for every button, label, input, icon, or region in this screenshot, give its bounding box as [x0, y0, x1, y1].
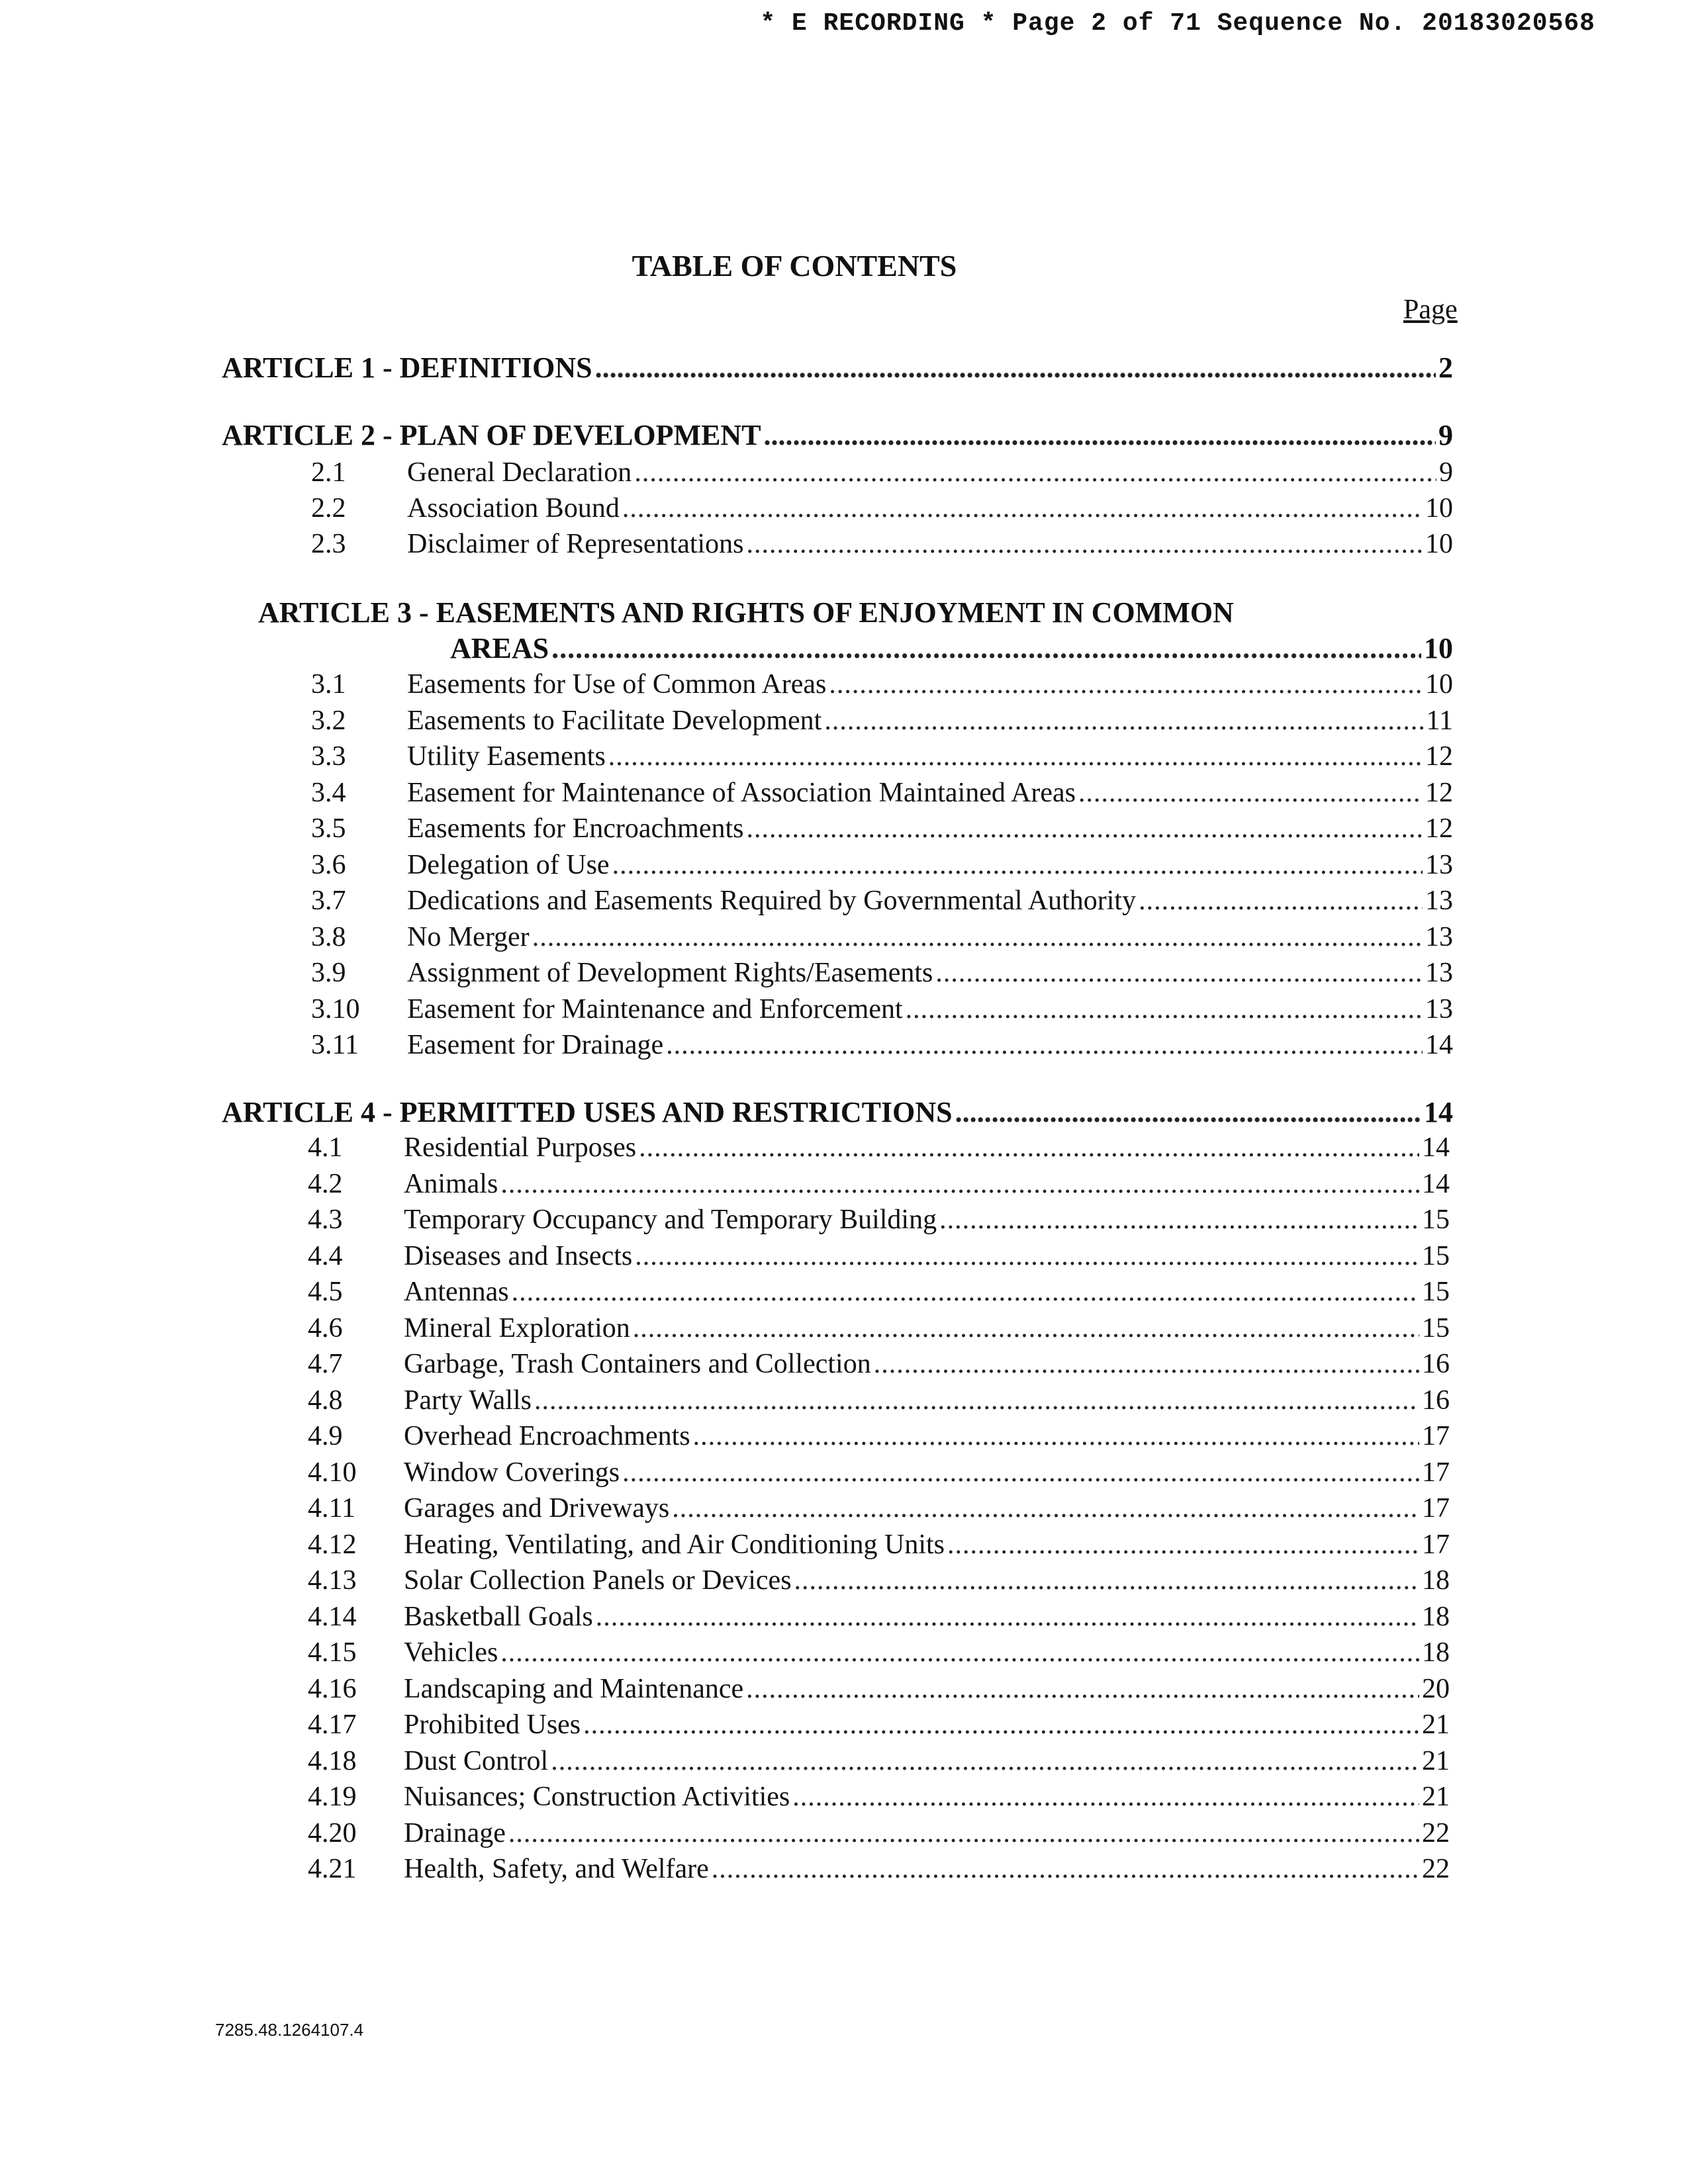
section-title: No Merger — [407, 921, 530, 952]
section-title: Association Bound — [407, 493, 620, 523]
toc-section[interactable] — [308, 1781, 1450, 1817]
section-number: 4.2 — [308, 1168, 343, 1199]
section-title: Easement for Drainage — [407, 1030, 664, 1060]
section-number: 2.3 — [311, 529, 346, 559]
toc-section[interactable] — [308, 1348, 1450, 1384]
dot-leader — [764, 418, 1436, 452]
section-page: 15 — [1422, 1277, 1450, 1307]
section-title: Basketball Goals — [404, 1601, 593, 1632]
section-number: 4.13 — [308, 1565, 357, 1596]
dot-leader — [500, 1168, 1419, 1200]
section-number: 2.1 — [311, 457, 346, 488]
article-page: 9 — [1438, 419, 1453, 451]
section-page: 14 — [1422, 1132, 1450, 1163]
section-number: 3.2 — [311, 705, 346, 736]
section-title: Prohibited Uses — [404, 1709, 581, 1740]
section-page: 13 — [1425, 849, 1453, 880]
section-page: 16 — [1422, 1385, 1450, 1416]
dot-leader — [635, 1240, 1419, 1272]
dot-leader — [612, 849, 1423, 881]
section-page: 18 — [1422, 1565, 1450, 1596]
section-number: 3.5 — [311, 813, 346, 844]
dot-leader — [1078, 777, 1423, 809]
toc-section[interactable] — [308, 1492, 1450, 1528]
toc-section[interactable] — [308, 1601, 1450, 1637]
section-title: Drainage — [404, 1817, 506, 1848]
section-number: 4.18 — [308, 1745, 357, 1776]
section-title: Overhead Encroachments — [404, 1421, 690, 1451]
toc-section[interactable] — [311, 885, 1453, 921]
toc-section[interactable] — [311, 492, 1453, 528]
dot-leader — [874, 1348, 1419, 1380]
toc-section[interactable] — [311, 849, 1453, 885]
section-title: Solar Collection Panels or Devices — [404, 1565, 792, 1596]
section-title: Animals — [404, 1168, 498, 1199]
section-number: 3.7 — [311, 886, 346, 916]
section-page: 12 — [1425, 813, 1453, 844]
section-page: 11 — [1426, 705, 1453, 736]
section-page: 16 — [1422, 1349, 1450, 1379]
toc-section[interactable] — [308, 1565, 1450, 1600]
toc-article-2[interactable] — [222, 418, 1453, 458]
article-title: ARTICLE 2 - PLAN OF DEVELOPMENT — [222, 419, 761, 451]
dot-leader — [639, 1132, 1419, 1163]
dot-leader — [746, 1673, 1419, 1705]
article-title-continued: AREAS — [450, 632, 549, 664]
toc-section[interactable] — [308, 1276, 1450, 1312]
section-title: Assignment of Development Rights/Easements — [407, 958, 933, 988]
dot-leader — [747, 528, 1423, 560]
dot-leader — [622, 1457, 1419, 1488]
section-title: Easements for Encroachments — [407, 813, 744, 844]
section-page: 17 — [1422, 1457, 1450, 1488]
section-title: Delegation of Use — [407, 849, 610, 880]
section-page: 12 — [1425, 777, 1453, 808]
dot-leader — [746, 813, 1423, 844]
dot-leader — [829, 668, 1423, 700]
section-page: 20 — [1422, 1673, 1450, 1704]
section-title: Mineral Exploration — [404, 1312, 630, 1343]
toc-section[interactable] — [308, 1853, 1450, 1889]
toc-section[interactable] — [308, 1420, 1450, 1456]
section-page: 12 — [1425, 741, 1453, 772]
section-title: Easements to Facilitate Development — [407, 705, 822, 736]
toc-section[interactable] — [308, 1312, 1450, 1348]
toc-section[interactable] — [308, 1745, 1450, 1781]
dot-leader — [672, 1492, 1419, 1524]
dot-leader — [583, 1709, 1419, 1741]
dot-leader — [693, 1420, 1419, 1452]
section-title: Dust Control — [404, 1745, 549, 1776]
toc-section[interactable] — [311, 813, 1453, 848]
toc-section[interactable] — [308, 1132, 1450, 1167]
section-page: 18 — [1422, 1637, 1450, 1668]
dot-leader — [551, 631, 1421, 665]
recording-header: * E RECORDING * Page 2 of 71 Sequence No. 20183020568 — [760, 9, 1595, 38]
section-number: 4.11 — [308, 1493, 355, 1524]
section-title: Heating, Ventilating, and Air Conditioning Units — [404, 1529, 945, 1560]
section-number: 4.9 — [308, 1421, 343, 1451]
toc-section[interactable] — [308, 1817, 1450, 1853]
section-title: Nuisances; Construction Activities — [404, 1782, 790, 1812]
section-number: 4.5 — [308, 1277, 343, 1307]
section-page: 13 — [1425, 921, 1453, 952]
dot-leader — [906, 993, 1423, 1025]
toc-section[interactable] — [311, 993, 1453, 1029]
section-title: Residential Purposes — [404, 1132, 637, 1163]
dot-leader — [824, 705, 1423, 737]
toc-section[interactable] — [308, 1673, 1450, 1709]
section-number: 4.15 — [308, 1637, 357, 1668]
section-number: 4.12 — [308, 1529, 357, 1560]
toc-section[interactable] — [311, 777, 1453, 813]
section-number: 4.16 — [308, 1673, 357, 1704]
section-number: 4.20 — [308, 1817, 357, 1848]
section-number: 3.6 — [311, 849, 346, 880]
dot-leader — [939, 1204, 1419, 1236]
section-number: 4.8 — [308, 1385, 343, 1416]
toc-section[interactable] — [308, 1709, 1450, 1745]
toc-section[interactable] — [308, 1168, 1450, 1204]
section-page: 14 — [1425, 1030, 1453, 1060]
toc-section[interactable] — [311, 528, 1453, 564]
section-page: 22 — [1422, 1817, 1450, 1848]
section-page: 21 — [1422, 1709, 1450, 1740]
section-number: 4.10 — [308, 1457, 357, 1488]
section-page: 13 — [1425, 993, 1453, 1024]
section-number: 4.6 — [308, 1312, 343, 1343]
toc-article-3-title[interactable]: ARTICLE 3 - EASEMENTS AND RIGHTS OF ENJOYMENT IN COMMON — [258, 596, 1234, 629]
section-title: Easements for Use of Common Areas — [407, 669, 827, 700]
dot-leader — [608, 741, 1423, 772]
dot-leader — [712, 1853, 1419, 1885]
section-title: Garages and Driveways — [404, 1493, 670, 1524]
dot-leader — [534, 1385, 1419, 1416]
section-title: Dedications and Easements Required by Governmental Authority — [407, 886, 1137, 916]
dot-leader — [500, 1637, 1419, 1668]
section-title: Vehicles — [404, 1637, 498, 1668]
dot-leader — [935, 957, 1423, 989]
section-title: Easement for Maintenance and Enforcement — [407, 993, 903, 1024]
dot-leader — [666, 1029, 1423, 1061]
section-page: 15 — [1422, 1205, 1450, 1235]
section-number: 3.9 — [311, 958, 346, 988]
section-page: 14 — [1422, 1168, 1450, 1199]
section-title: Utility Easements — [407, 741, 606, 772]
section-title: Landscaping and Maintenance — [404, 1673, 744, 1704]
section-page: 10 — [1425, 669, 1453, 700]
article-page: 14 — [1424, 1096, 1453, 1128]
section-number: 4.14 — [308, 1601, 357, 1632]
dot-leader — [947, 1529, 1419, 1561]
dot-leader — [633, 1312, 1419, 1344]
dot-leader — [512, 1276, 1419, 1308]
section-number: 3.11 — [311, 1030, 359, 1060]
toc-section[interactable] — [311, 921, 1453, 957]
section-page: 15 — [1422, 1240, 1450, 1271]
section-number: 4.3 — [308, 1205, 343, 1235]
section-title: Easement for Maintenance of Association Maintained Areas — [407, 777, 1076, 808]
toc-article-4[interactable] — [222, 1095, 1453, 1135]
toc-section[interactable] — [311, 1029, 1453, 1065]
page-column-label: Page — [1403, 295, 1458, 325]
dot-leader — [508, 1817, 1419, 1849]
section-page: 21 — [1422, 1745, 1450, 1776]
toc-section[interactable] — [311, 957, 1453, 993]
section-page: 17 — [1422, 1421, 1450, 1451]
toc-section[interactable] — [308, 1637, 1450, 1672]
section-page: 22 — [1422, 1854, 1450, 1884]
toc-section[interactable] — [308, 1385, 1450, 1420]
section-page: 13 — [1425, 958, 1453, 988]
section-page: 15 — [1422, 1312, 1450, 1343]
article-title: ARTICLE 1 - DEFINITIONS — [222, 351, 592, 384]
section-number: 3.4 — [311, 777, 346, 808]
toc-section[interactable] — [311, 668, 1453, 704]
section-number: 2.2 — [311, 493, 346, 523]
dot-leader — [792, 1781, 1419, 1813]
dot-leader — [634, 457, 1436, 488]
document-id: 7285.48.1264107.4 — [215, 2020, 364, 2040]
toc-section[interactable] — [311, 741, 1453, 776]
article-title: ARTICLE 4 - PERMITTED USES AND RESTRICTIONS — [222, 1096, 953, 1128]
section-title: General Declaration — [407, 457, 632, 488]
section-number: 3.3 — [311, 741, 346, 772]
toc-section[interactable] — [308, 1240, 1450, 1276]
dot-leader — [551, 1745, 1419, 1777]
section-page: 9 — [1439, 457, 1453, 488]
toc-section[interactable] — [308, 1204, 1450, 1240]
toc-article-1[interactable] — [222, 351, 1453, 390]
section-page: 13 — [1425, 886, 1453, 916]
section-page: 10 — [1425, 493, 1453, 523]
section-title: Party Walls — [404, 1385, 532, 1416]
dot-leader — [622, 492, 1423, 524]
dot-leader — [595, 351, 1436, 385]
dot-leader — [794, 1565, 1419, 1596]
section-title: Diseases and Insects — [404, 1240, 633, 1271]
dot-leader — [596, 1601, 1419, 1633]
toc-article-3[interactable] — [450, 631, 1453, 671]
dot-leader — [1139, 885, 1423, 917]
toc-section[interactable] — [308, 1529, 1450, 1565]
section-number: 3.8 — [311, 921, 346, 952]
section-number: 4.4 — [308, 1240, 343, 1271]
section-number: 4.19 — [308, 1782, 357, 1812]
toc-section[interactable] — [308, 1457, 1450, 1492]
section-title: Antennas — [404, 1277, 509, 1307]
dot-leader — [532, 921, 1423, 953]
section-title: Health, Safety, and Welfare — [404, 1854, 709, 1884]
section-page: 21 — [1422, 1782, 1450, 1812]
section-number: 4.17 — [308, 1709, 357, 1740]
section-number: 4.7 — [308, 1349, 343, 1379]
section-page: 17 — [1422, 1493, 1450, 1524]
section-number: 4.1 — [308, 1132, 343, 1163]
dot-leader — [955, 1095, 1421, 1129]
section-title: Garbage, Trash Containers and Collection — [404, 1349, 871, 1379]
article-page: 2 — [1438, 351, 1453, 384]
section-title: Disclaimer of Representations — [407, 529, 744, 559]
toc-section[interactable] — [311, 457, 1453, 492]
section-page: 10 — [1425, 529, 1453, 559]
section-page: 17 — [1422, 1529, 1450, 1560]
article-page: 10 — [1424, 632, 1453, 664]
section-title: Window Coverings — [404, 1457, 620, 1488]
section-title: Temporary Occupancy and Temporary Building — [404, 1205, 937, 1235]
section-number: 3.10 — [311, 993, 360, 1024]
section-page: 18 — [1422, 1601, 1450, 1632]
section-number: 4.21 — [308, 1854, 357, 1884]
page-title: TABLE OF CONTENTS — [632, 249, 957, 283]
toc-section[interactable] — [311, 705, 1453, 741]
section-number: 3.1 — [311, 669, 346, 700]
